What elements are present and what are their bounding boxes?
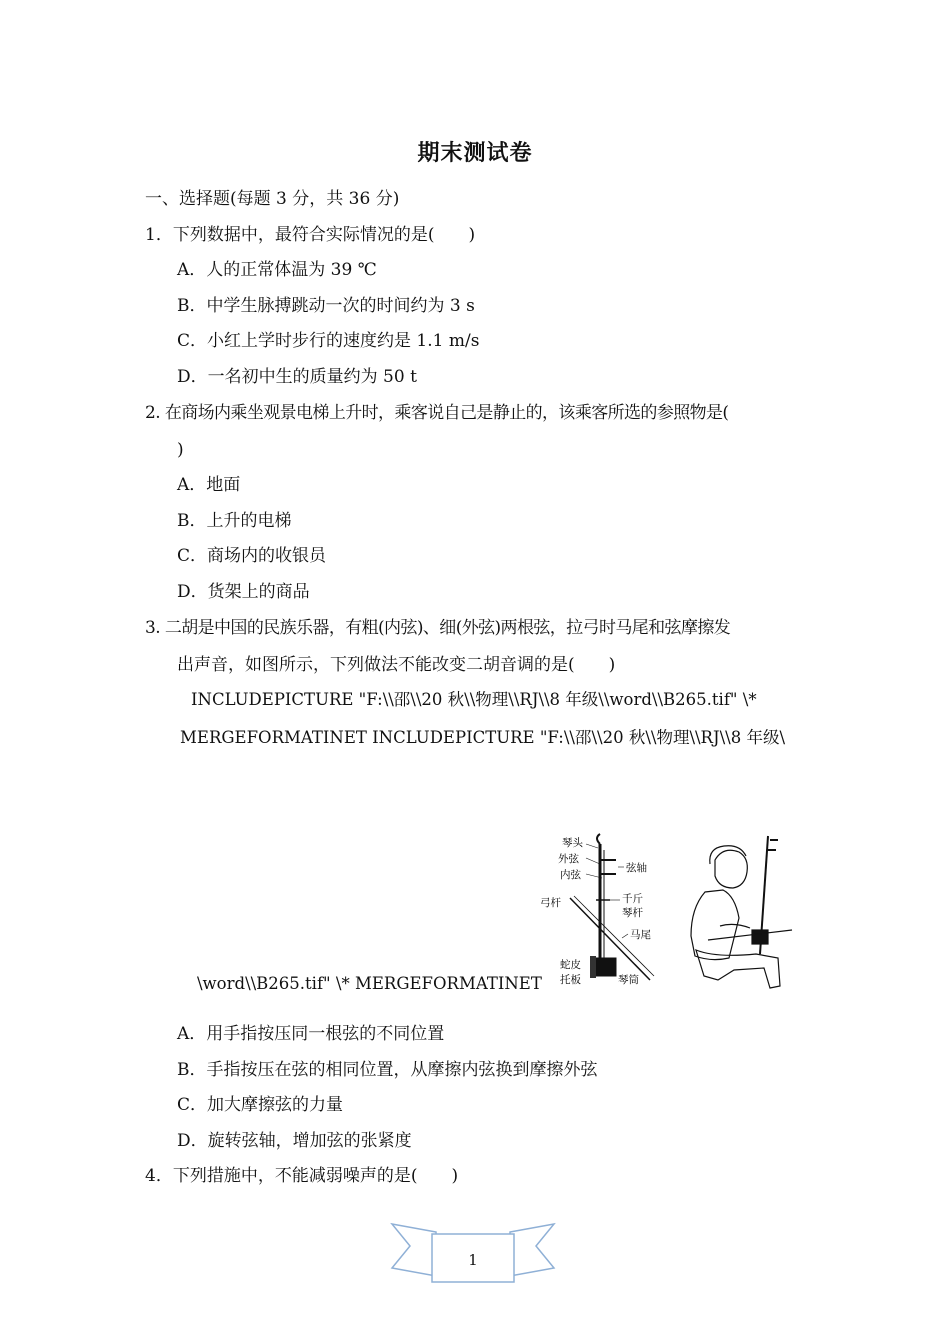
question-2-option-d: D．货架上的商品	[177, 582, 310, 602]
section-heading: 一、选择题(每题 3 分，共 36 分)	[145, 189, 400, 209]
field-code-line-2: MERGEFORMATINET INCLUDEPICTURE "F:\\邵\\20 秋\\物理\\RJ\\8 年级\	[180, 728, 786, 747]
question-1-stem: 1．下列数据中，最符合实际情况的是( )	[145, 225, 476, 245]
question-2-option-b: B．上升的电梯	[177, 511, 292, 531]
label-qianjin: 千斤	[622, 893, 643, 905]
label-tuoban: 托板	[560, 974, 581, 986]
page-title: 期末测试卷	[417, 140, 533, 166]
player-arm	[720, 924, 750, 928]
label-neixian: 内弦	[560, 869, 581, 881]
label-qingan: 琴杆	[622, 907, 643, 919]
player-legs	[696, 950, 780, 988]
question-3-option-a: A．用手指按压同一根弦的不同位置	[177, 1024, 445, 1044]
label-qintong: 琴筒	[618, 974, 639, 986]
question-3-option-d: D．旋转弦轴，增加弦的张紧度	[177, 1131, 412, 1151]
question-3-option-c: C．加大摩擦弦的力量	[177, 1095, 344, 1115]
player-bow	[708, 930, 792, 940]
player-head	[715, 850, 747, 888]
leader-waixian	[586, 858, 600, 864]
label-qintou: 琴头	[562, 837, 583, 849]
shepi-skin	[590, 956, 596, 978]
question-4-stem: 4．下列措施中，不能减弱噪声的是( )	[145, 1166, 459, 1186]
label-mawei: 马尾	[630, 929, 651, 941]
leader-qintou	[586, 844, 598, 848]
player-illustration	[691, 836, 792, 988]
label-gonggan: 弓杆	[540, 897, 561, 909]
question-3-stem-cont: 出声音，如图所示，下列做法不能改变二胡音调的是( )	[177, 655, 616, 675]
question-2-stem-cont: )	[177, 440, 184, 460]
question-2-stem: 2. 在商场内乘坐观景电梯上升时，乘客说自己是静止的，该乘客所选的参照物是(	[145, 403, 729, 423]
question-2-option-c: C．商场内的收银员	[177, 546, 327, 566]
page-number: 1	[468, 1251, 478, 1269]
erhu-figure	[530, 830, 800, 992]
question-2-option-a: A．地面	[177, 475, 241, 495]
question-1-option-b: B．中学生脉搏跳动一次的时间约为 3 s	[177, 296, 475, 316]
question-3-stem: 3. 二胡是中国的民族乐器，有粗(内弦)、细(外弦)两根弦，拉弓时马尾和弦摩擦发	[145, 618, 731, 638]
leader-mawei	[622, 934, 628, 938]
player-erhu-box	[752, 930, 768, 944]
ribbon-left-tail	[392, 1224, 436, 1276]
question-1-option-a: A．人的正常体温为 39 ℃	[177, 260, 377, 280]
head-curl	[597, 834, 600, 844]
label-shepi: 蛇皮	[560, 959, 581, 971]
ribbon-right-tail	[510, 1224, 554, 1276]
label-xianzhou: 弦轴	[626, 862, 647, 874]
field-code-line-3: \word\\B265.tif" \* MERGEFORMATINET	[197, 974, 542, 993]
question-1-option-c: C．小红上学时步行的速度约是 1.1 m/s	[177, 331, 480, 351]
question-3-option-b: B．手指按压在弦的相同位置，从摩擦内弦换到摩擦外弦	[177, 1060, 598, 1080]
field-code-line-1: INCLUDEPICTURE "F:\\邵\\20 秋\\物理\\RJ\\8 年级\\word\\B265.tif" \*	[191, 690, 757, 709]
label-waixian: 外弦	[558, 853, 579, 865]
question-1-option-d: D．一名初中生的质量约为 50 t	[177, 367, 417, 387]
